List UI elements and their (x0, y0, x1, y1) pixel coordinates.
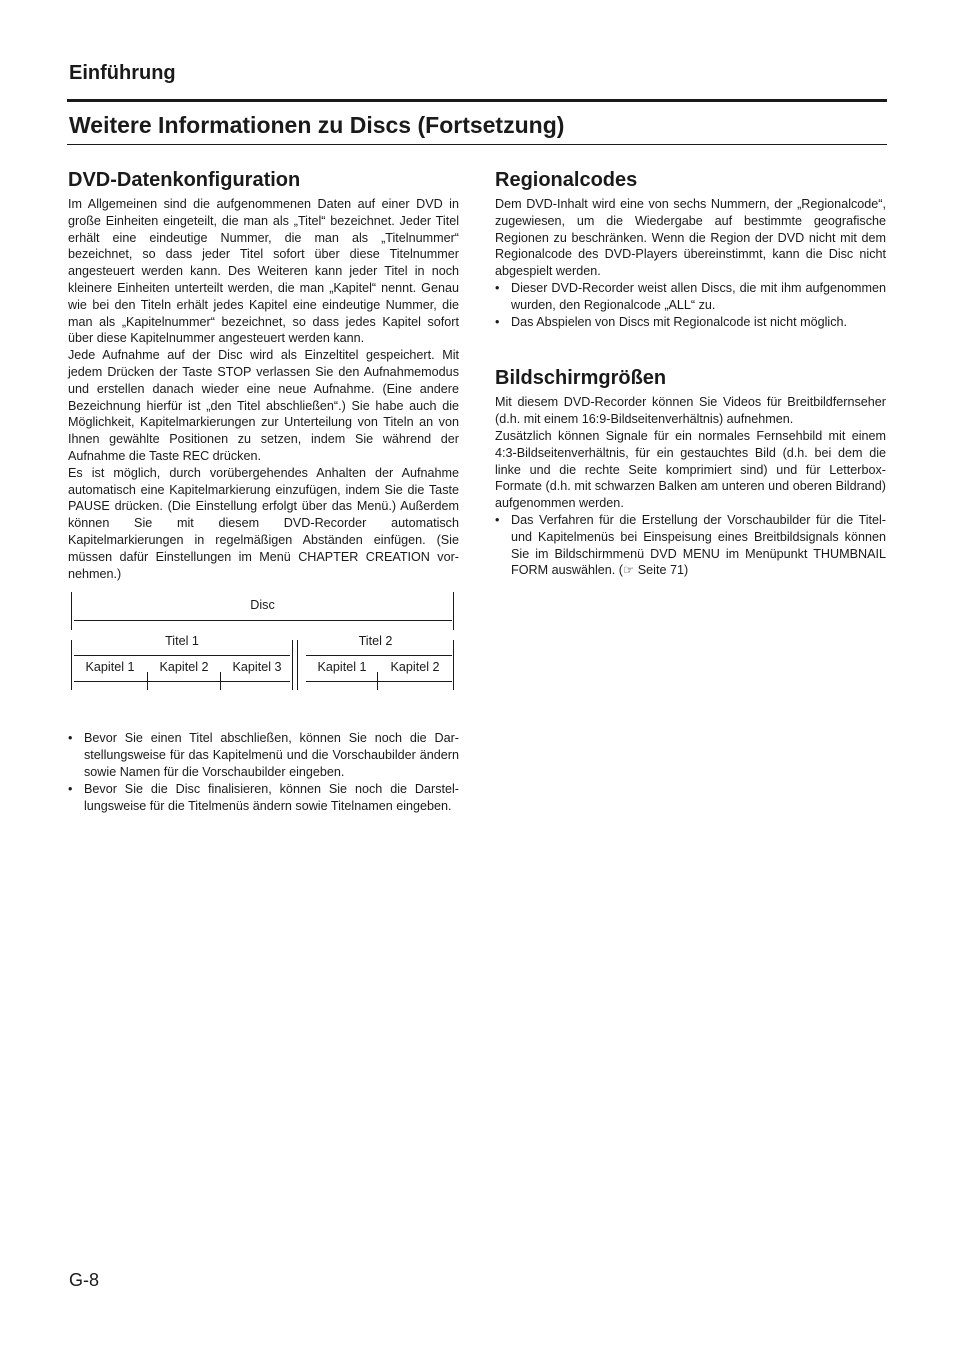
list-item: • Bevor Sie die Disc finalisieren, können Sie noch die Darstellungsweise für die Titelmenüs ändern sowie Titelnamen eingeben. (68, 781, 459, 815)
paragraph: Dem DVD-Inhalt wird eine von sechs Nummern, der „Regionalcode“, zugewiesen, um die Wiedergabe auf bestimmte geografische Regionen zu beschränken. Wenn die Region der DVD nicht mit dem Regionalcode des DVD-Players übereinstimmt, kann die Disc nicht abgespielt werden. (495, 197, 886, 279)
diagram-line (220, 672, 221, 690)
list-item: • Das Verfahren für die Erstellung der Vorschaubilder für die Titel- und Kapitelmenüs bei Einspeisung eines Breitbildsignals können Sie im Bildschirmmenü DVD MENU im Menüpunkt THUMBNAIL FORM auswählen. (☞ Seite 71) (495, 512, 886, 579)
disc-structure-diagram (68, 592, 459, 712)
paragraph: Im Allgemeinen sind die aufgenommenen Daten auf einer DVD in große Einheiten eingeteilt, die man als „Titel“ bezeichnet. Jeder Titel erhält eine eindeutige Nummer, die man als „Titelnummer“ bezeichnet, so dass jeder Titel sofort über diese Titelnummer angesteuert werden kann. Des Weiteren kann jeder Titel in noch kleinere Einheiten unterteilt werden, die man „Kapitel“ nennt. Genau wie bei den Titeln erhält jedes Kapitel eine eindeutige Nummer, die man als „Kapitelnummer“ bezeichnet, so dass jedes Kapitel sofort über diese Kapitelnummer angesteuert werden kann. (68, 197, 459, 346)
paragraph: Mit diesem DVD-Recorder können Sie Videos für Breitbildfernseher (d.h. mit einem 16:9-Bildseitenverhältnis) aufnehmen. (495, 395, 886, 427)
diagram-chapter-label: Kapitel 2 (159, 660, 209, 675)
diagram-line (74, 620, 452, 621)
diagram-line (74, 655, 290, 656)
right-column (495, 168, 886, 579)
section-spacer (495, 330, 886, 366)
page-number: G-8 (69, 1270, 100, 1290)
diagram-line (306, 681, 452, 682)
paragraph: Zusätzlich können Signale für ein normales Fernsehbild mit einem 4:3-Bildseitenverhältnis, für ein gestauchtes Bild (d.h. bei dem die linke und die rechte Seite komprimiert sind) und für Letterbox-Formate (d.h. mit schwarzen Balken am unteren und oberen Bildrand) aufgenommen werden. (495, 428, 886, 511)
paragraph: Es ist möglich, durch vorübergehendes Anhalten der Aufnahme automatisch eine Kapitelmarkierung einzufügen, indem Sie die Taste PAUSE drücken. (Die Einstellung erfolgt über das Menü.) Außerdem können Sie mit diesem DVD-Recorder automatisch Kapitelmarkierungen in regelmäßigen Abständen einfügen. (Sie müssen dafür Einstellungen im Menü CHAPTER CREATION vornehmen.) (68, 465, 459, 581)
heading-region-codes: Regionalcodes (495, 169, 638, 191)
diagram-chapter-label: Kapitel 3 (232, 660, 282, 675)
heading-dvd-data: DVD-Datenkonfiguration (68, 169, 301, 191)
diagram-chapter-label: Kapitel 2 (390, 660, 440, 675)
heading-screen-sizes: Bildschirmgrößen (495, 367, 667, 390)
diagram-line (377, 672, 378, 690)
diagram-title2-label: Titel 2 (358, 634, 393, 649)
paragraph: Jede Aufnahme auf der Disc wird als Einzeltitel gespeichert. Mit jedem Drücken der Taste STOP verlassen Sie den Aufnahmemodus und erstellen danach wieder eine neue Aufnahme. (Eine andere Bezeichnung hierfür ist „den Titel abschließen“.) Sie habe auch die Möglichkeit, Kapitelmarkierungen zur Unterteilung von Titeln an von Ihnen gewählte Positionen zu setzen, indem Sie während der Aufnahme die Taste REC drücken. (68, 348, 459, 463)
bullet-list (68, 730, 459, 814)
section-label: Einführung (69, 62, 176, 84)
title-rule (67, 144, 887, 145)
diagram-line (147, 672, 148, 690)
diagram-chapter-label: Kapitel 1 (85, 660, 135, 675)
list-item: • Das Abspielen von Discs mit Regionalcode ist nicht möglich. (495, 314, 886, 331)
diagram-line (306, 655, 452, 656)
bullet-list (495, 280, 886, 330)
left-column (68, 168, 459, 814)
bullet-list (495, 512, 886, 579)
list-item: • Dieser DVD-Recorder weist allen Discs, die mit ihm aufgenommen wurden, den Regionalcode „ALL“ zu. (495, 280, 886, 314)
diagram-line (74, 681, 290, 682)
diagram-disc-label: Disc (250, 598, 275, 613)
list-item: • Bevor Sie einen Titel abschließen, können Sie noch die Darstellungsweise für das Kapitelmenü und die Vorschaubilder ändern sowie Namen für die Vorschaubilder eingeben. (68, 730, 459, 780)
header-rule (67, 99, 887, 102)
page-title: Weitere Informationen zu Discs (Fortsetzung) (69, 112, 565, 138)
diagram-chapter-label: Kapitel 1 (317, 660, 367, 675)
diagram-title1-label: Titel 1 (165, 634, 199, 649)
